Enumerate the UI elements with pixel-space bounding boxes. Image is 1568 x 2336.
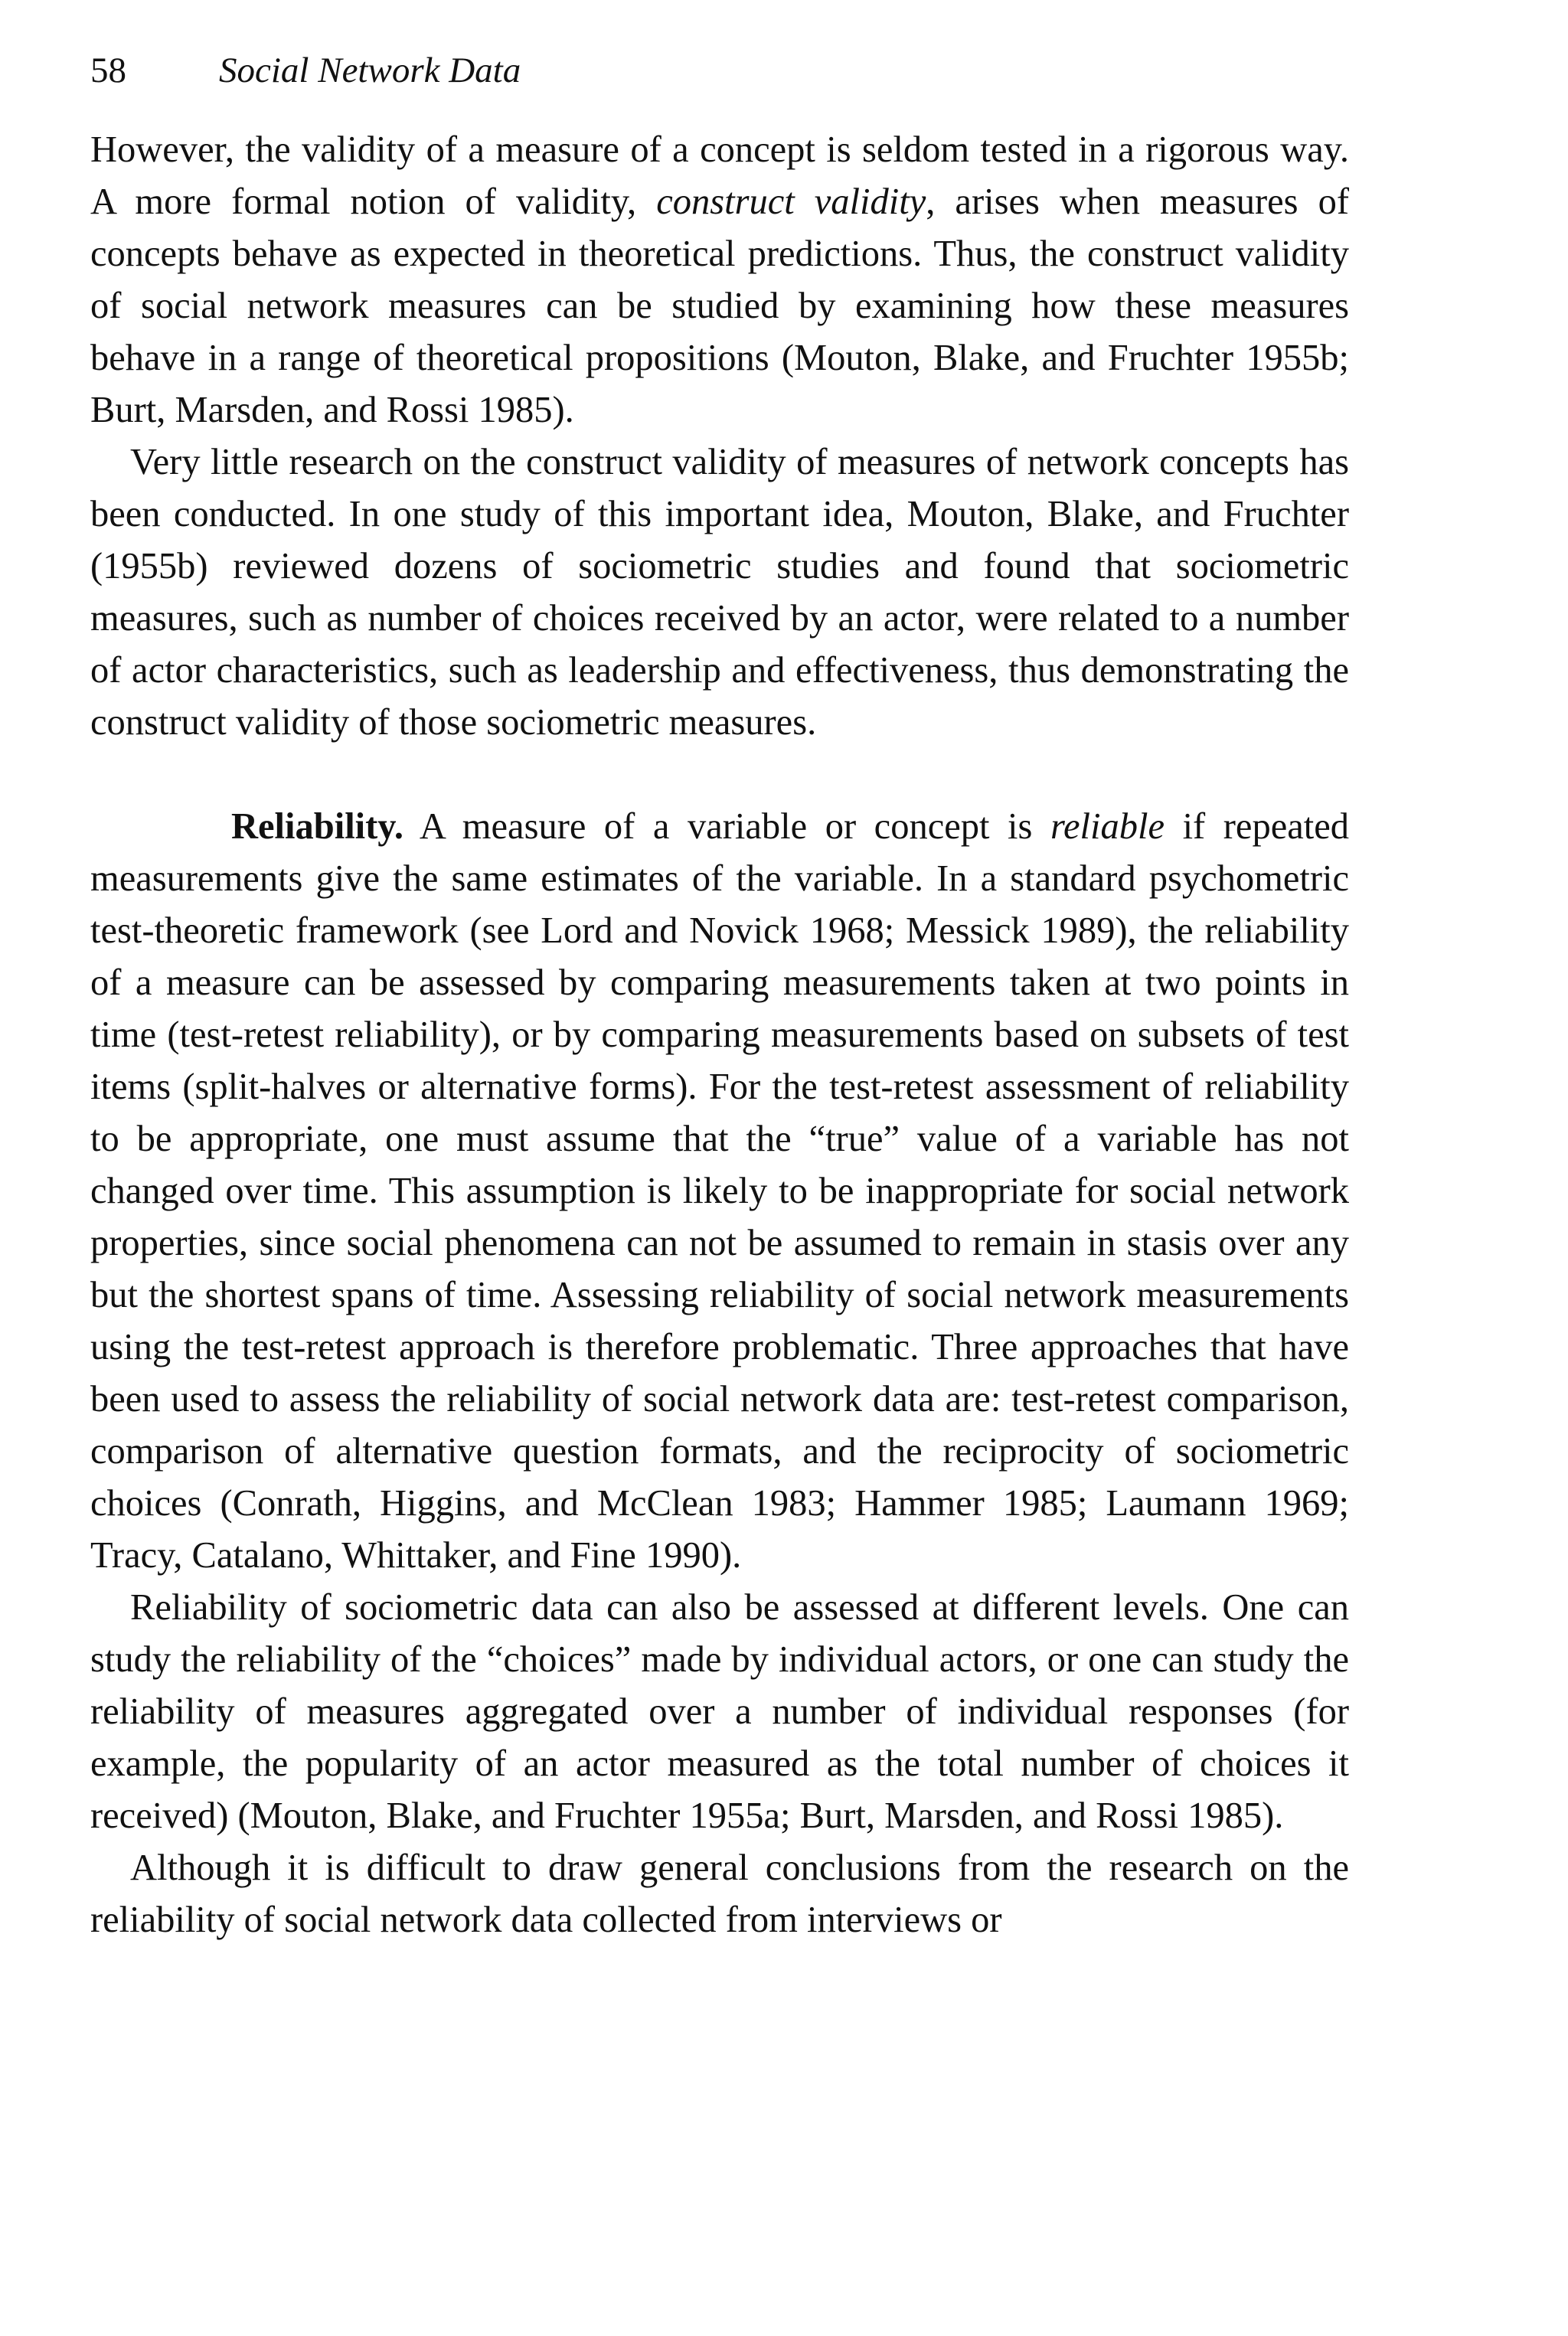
running-head xyxy=(90,47,521,93)
paragraph-reliability-levels: Reliability of sociometric data can also be assessed at different levels. One can study the reliability of the “choices” made by individual actors, or one can study the reliability of measures aggregated over a number of individual responses (for example, the popularity of an actor measured as the total number of choices it received) (Mouton, Blake, and Fruchter 1955a; Burt, Marsden, and Rossi 1985). xyxy=(90,1587,1349,1836)
page-number: 58 xyxy=(90,51,126,90)
paragraph-construct-validity: However, the validity of a measure of a concept is seldom tested in a rigorous way. A more formal notion of validity, construct validity, arises when measures of concepts behave as expected in theoretical predictions. Thus, the construct validity of social network measures can be studied by examining how these measures behave in a range of theoretical propositions (Mouton, Blake, and Fruchter 1955b; Burt, Marsden, and Rossi 1985). xyxy=(90,129,1349,430)
book-title: Social Network Data xyxy=(219,51,521,90)
term-construct-validity: construct validity xyxy=(656,181,926,222)
body-text xyxy=(90,124,1349,1946)
section-heading-reliability: Reliability. xyxy=(231,806,403,847)
paragraph-construct-validity-research: Very little research on the construct validity of measures of network concepts has been conducted. In one study of this important idea, Mouton, Blake, and Fruchter (1955b) reviewed dozens of sociometric studies and found that sociometric measures, such as number of choices received by an actor, were related to a number of actor characteristics, such as leadership and effectiveness, thus demonstrating the construct validity of those sociometric measures. xyxy=(90,442,1349,743)
paragraph-reliability: Reliability. A measure of a variable or concept is reliable if repeated measurements give the same estimates of the variable. In a standard psychometric test-theoretic framework (see Lord and Novick 1968; Messick 1989), the reliability of a measure can be assessed by comparing measurements taken at two points in time (test-retest reliability), or by comparing measurements based on subsets of test items (split-halves or alternative forms). For the test-retest assessment of reliability to be appropriate, one must assume that the “true” value of a variable has not changed over time. This assumption is likely to be inappropriate for social network properties, since social phenomena can not be assumed to remain in stasis over any but the shortest spans of time. Assessing reliability of social network measurements using the test-retest approach is therefore problematic. Three approaches that have been used to assess the reliability of social network data are: test-retest comparison, comparison of alternative question formats, and the reciprocity of sociometric choices (Conrath, Higgins, and McClean 1983; Hammer 1985; Laumann 1969; Tracy, Catalano, Whittaker, and Fine 1990). xyxy=(90,806,1349,1576)
term-reliable: reliable xyxy=(1050,806,1165,847)
paragraph-reliability-conclusions: Although it is difficult to draw general conclusions from the research on the reliability of social network data collected from interviews or xyxy=(90,1848,1349,1940)
